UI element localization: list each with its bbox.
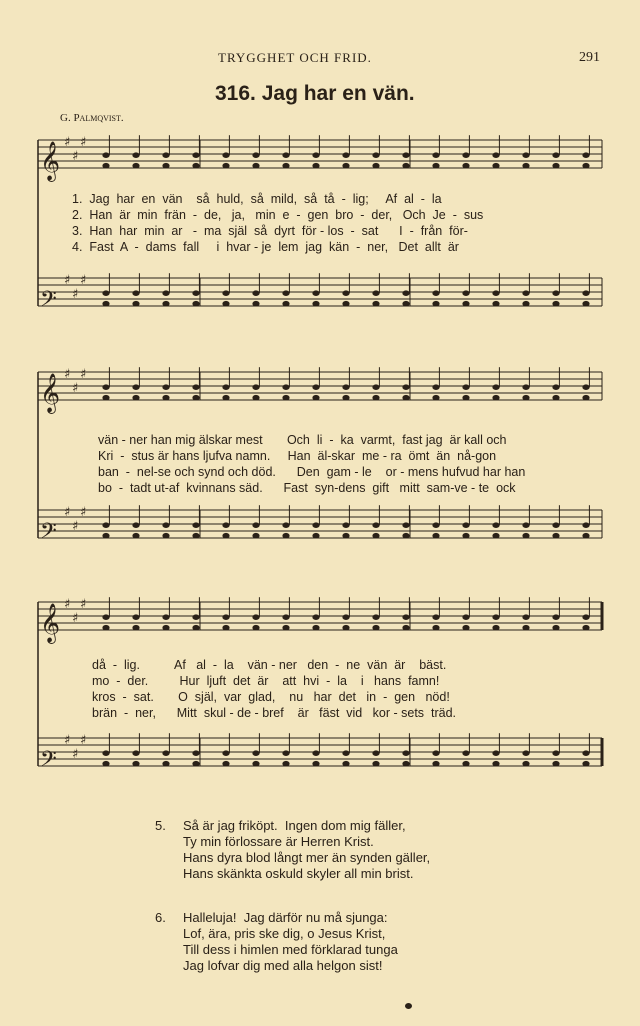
note-head bbox=[342, 522, 349, 528]
treble-clef-icon: 𝄞 bbox=[40, 141, 61, 181]
note-head bbox=[102, 533, 109, 539]
note-head bbox=[432, 533, 439, 539]
sharp-icon: ♯ bbox=[80, 597, 87, 612]
stanza-number: 5. bbox=[155, 818, 166, 833]
note-head bbox=[342, 533, 349, 539]
note-head bbox=[132, 761, 139, 767]
note-head bbox=[132, 625, 139, 631]
lyric-line: då - lig. Af al - la vän - ner den - ne vän är bäst. bbox=[92, 658, 447, 672]
music-system-2 bbox=[30, 360, 610, 560]
treble-clef-icon: 𝄞 bbox=[40, 603, 61, 643]
note-head bbox=[522, 761, 529, 767]
note-head bbox=[192, 761, 199, 767]
stanza-line: Jag lofvar dig med alla helgon sist! bbox=[183, 958, 383, 973]
note-head bbox=[462, 761, 469, 767]
note-head bbox=[522, 614, 529, 620]
note-head bbox=[552, 152, 559, 158]
note-head bbox=[312, 522, 319, 528]
note-head bbox=[282, 301, 289, 307]
note-head bbox=[402, 522, 409, 528]
note-head bbox=[252, 625, 259, 631]
note-head bbox=[132, 384, 139, 390]
note-head bbox=[282, 533, 289, 539]
note-head bbox=[432, 761, 439, 767]
lyric-line: 2. Han är min frän - de, ja, min e - gen bro - der, Och Je - sus bbox=[72, 208, 484, 222]
note-head bbox=[402, 761, 409, 767]
note-head bbox=[222, 522, 229, 528]
lyric-line: ban - nel-se och synd och död. Den gam - le or - mens hufvud har han bbox=[98, 465, 526, 479]
note-head bbox=[432, 152, 439, 158]
stanza-line: Ty min förlossare är Herren Krist. bbox=[183, 834, 374, 849]
note-head bbox=[282, 750, 289, 756]
note-head bbox=[252, 301, 259, 307]
sharp-icon: ♯ bbox=[72, 611, 79, 626]
bass-clef-icon: 𝄢 bbox=[40, 747, 57, 777]
stanza-line: Så är jag friköpt. Ingen dom mig fäller, bbox=[183, 818, 406, 833]
note-head bbox=[312, 290, 319, 296]
note-head bbox=[402, 614, 409, 620]
note-head bbox=[552, 384, 559, 390]
lyric-line: mo - der. Hur ljuft det är att hvi - la i hans famn! bbox=[92, 674, 440, 688]
lyric-line: 3. Han har min ar - ma själ så dyrt för - los - sat I - från för- bbox=[72, 224, 468, 238]
note-head bbox=[552, 395, 559, 401]
page-ornament-dot bbox=[405, 1003, 412, 1009]
note-head bbox=[222, 152, 229, 158]
note-head bbox=[372, 290, 379, 296]
note-head bbox=[102, 163, 109, 169]
note-head bbox=[192, 395, 199, 401]
note-head bbox=[372, 614, 379, 620]
note-head bbox=[582, 163, 589, 169]
note-head bbox=[102, 614, 109, 620]
bass-clef-icon: 𝄢 bbox=[40, 287, 57, 317]
note-head bbox=[312, 750, 319, 756]
note-head bbox=[192, 750, 199, 756]
note-head bbox=[312, 395, 319, 401]
note-head bbox=[372, 163, 379, 169]
note-head bbox=[162, 301, 169, 307]
note-head bbox=[132, 290, 139, 296]
stanza-number: 6. bbox=[155, 910, 166, 925]
note-head bbox=[162, 614, 169, 620]
note-head bbox=[162, 290, 169, 296]
sharp-icon: ♯ bbox=[80, 367, 87, 382]
note-head bbox=[402, 625, 409, 631]
note-head bbox=[222, 301, 229, 307]
note-head bbox=[162, 625, 169, 631]
treble-clef-icon: 𝄞 bbox=[40, 373, 61, 413]
music-system-1 bbox=[30, 130, 610, 330]
sharp-icon: ♯ bbox=[64, 273, 71, 288]
note-head bbox=[492, 163, 499, 169]
hymn-title: 316. Jag har en vän. bbox=[215, 82, 415, 105]
note-head bbox=[342, 384, 349, 390]
note-head bbox=[342, 750, 349, 756]
sharp-icon: ♯ bbox=[80, 505, 87, 520]
note-head bbox=[132, 301, 139, 307]
note-head bbox=[132, 522, 139, 528]
note-head bbox=[192, 163, 199, 169]
note-head bbox=[522, 301, 529, 307]
note-head bbox=[432, 522, 439, 528]
note-head bbox=[582, 522, 589, 528]
sharp-icon: ♯ bbox=[72, 149, 79, 164]
note-head bbox=[372, 152, 379, 158]
sharp-icon: ♯ bbox=[64, 367, 71, 382]
note-head bbox=[462, 625, 469, 631]
lyric-line: bo - tadt ut-af kvinnans säd. Fast syn-dens gift mitt sam-ve - te ock bbox=[98, 481, 516, 495]
note-head bbox=[432, 301, 439, 307]
note-head bbox=[132, 163, 139, 169]
note-head bbox=[282, 761, 289, 767]
note-head bbox=[102, 625, 109, 631]
note-head bbox=[162, 533, 169, 539]
note-head bbox=[192, 533, 199, 539]
note-head bbox=[162, 395, 169, 401]
note-head bbox=[282, 290, 289, 296]
note-head bbox=[312, 301, 319, 307]
lyric-line: kros - sat. O själ, var glad, nu har det in - gen nöd! bbox=[92, 690, 450, 704]
note-head bbox=[342, 625, 349, 631]
note-head bbox=[462, 522, 469, 528]
page-number: 291 bbox=[579, 50, 600, 65]
note-head bbox=[222, 533, 229, 539]
note-head bbox=[372, 750, 379, 756]
note-head bbox=[522, 522, 529, 528]
note-head bbox=[432, 614, 439, 620]
note-head bbox=[132, 614, 139, 620]
lyric-line: vän - ner han mig älskar mest Och li - ka varmt, fast jag är kall och bbox=[98, 433, 507, 447]
note-head bbox=[432, 290, 439, 296]
note-head bbox=[102, 395, 109, 401]
sharp-icon: ♯ bbox=[80, 273, 87, 288]
note-head bbox=[432, 163, 439, 169]
note-head bbox=[282, 384, 289, 390]
section-title: TRYGGHET OCH FRID. bbox=[218, 50, 372, 65]
note-head bbox=[192, 522, 199, 528]
note-head bbox=[582, 301, 589, 307]
note-head bbox=[252, 163, 259, 169]
note-head bbox=[252, 533, 259, 539]
note-head bbox=[522, 290, 529, 296]
lyric-line: 1. Jag har en vän så huld, så mild, så tå - lig; Af al - la bbox=[72, 192, 442, 206]
lyric-line: brän - ner, Mitt skul - de - bref är fäst vid kor - sets träd. bbox=[92, 706, 457, 720]
note-head bbox=[252, 290, 259, 296]
note-head bbox=[492, 761, 499, 767]
note-head bbox=[402, 750, 409, 756]
note-head bbox=[162, 750, 169, 756]
page-header bbox=[0, 50, 640, 72]
sharp-icon: ♯ bbox=[80, 135, 87, 150]
note-head bbox=[492, 625, 499, 631]
note-head bbox=[582, 290, 589, 296]
sharp-icon: ♯ bbox=[80, 733, 87, 748]
note-head bbox=[552, 761, 559, 767]
note-head bbox=[252, 522, 259, 528]
note-head bbox=[162, 522, 169, 528]
note-head bbox=[312, 152, 319, 158]
note-head bbox=[192, 301, 199, 307]
note-head bbox=[432, 750, 439, 756]
stanza-line: Lof, ära, pris ske dig, o Jesus Krist, bbox=[183, 926, 386, 941]
note-head bbox=[552, 625, 559, 631]
note-head bbox=[522, 384, 529, 390]
lyric-line: Kri - stus är hans ljufva namn. Han äl-skar me - ra ömt än nå-gon bbox=[98, 449, 497, 463]
sharp-icon: ♯ bbox=[72, 519, 79, 534]
note-head bbox=[192, 152, 199, 158]
note-head bbox=[102, 522, 109, 528]
bass-clef-icon: 𝄢 bbox=[40, 519, 57, 549]
sharp-icon: ♯ bbox=[64, 597, 71, 612]
sharp-icon: ♯ bbox=[72, 381, 79, 396]
note-head bbox=[282, 614, 289, 620]
sharp-icon: ♯ bbox=[72, 287, 79, 302]
note-head bbox=[522, 152, 529, 158]
note-head bbox=[372, 395, 379, 401]
note-head bbox=[582, 152, 589, 158]
note-head bbox=[402, 163, 409, 169]
note-head bbox=[222, 163, 229, 169]
stanza-line: Till dess i himlen med förklarad tunga bbox=[183, 942, 398, 957]
note-head bbox=[252, 614, 259, 620]
stanza-line: Halleluja! Jag därför nu må sjunga: bbox=[183, 910, 388, 925]
note-head bbox=[222, 625, 229, 631]
note-head bbox=[162, 384, 169, 390]
note-head bbox=[282, 152, 289, 158]
sharp-icon: ♯ bbox=[72, 747, 79, 762]
note-head bbox=[492, 614, 499, 620]
note-head bbox=[402, 301, 409, 307]
note-head bbox=[312, 761, 319, 767]
note-head bbox=[222, 614, 229, 620]
note-head bbox=[462, 533, 469, 539]
note-head bbox=[552, 522, 559, 528]
note-head bbox=[402, 290, 409, 296]
note-head bbox=[102, 750, 109, 756]
note-head bbox=[282, 163, 289, 169]
note-head bbox=[582, 384, 589, 390]
note-head bbox=[282, 625, 289, 631]
note-head bbox=[312, 384, 319, 390]
note-head bbox=[402, 152, 409, 158]
note-head bbox=[222, 384, 229, 390]
lyric-line: 4. Fast A - dams fall i hvar - je lem jag kän - ner, Det allt är bbox=[72, 240, 459, 254]
note-head bbox=[432, 395, 439, 401]
sharp-icon: ♯ bbox=[64, 135, 71, 150]
sharp-icon: ♯ bbox=[64, 733, 71, 748]
note-head bbox=[522, 750, 529, 756]
note-head bbox=[552, 614, 559, 620]
note-head bbox=[582, 750, 589, 756]
note-head bbox=[342, 290, 349, 296]
note-head bbox=[492, 290, 499, 296]
note-head bbox=[582, 395, 589, 401]
stanza-line: Hans skänkta oskuld skyler all min brist. bbox=[183, 866, 414, 881]
note-head bbox=[102, 152, 109, 158]
note-head bbox=[252, 395, 259, 401]
note-head bbox=[252, 152, 259, 158]
note-head bbox=[462, 750, 469, 756]
note-head bbox=[372, 522, 379, 528]
note-head bbox=[282, 395, 289, 401]
note-head bbox=[522, 163, 529, 169]
note-head bbox=[162, 152, 169, 158]
note-head bbox=[492, 522, 499, 528]
note-head bbox=[192, 614, 199, 620]
note-head bbox=[492, 384, 499, 390]
note-head bbox=[222, 290, 229, 296]
note-head bbox=[372, 761, 379, 767]
note-head bbox=[252, 750, 259, 756]
note-head bbox=[462, 163, 469, 169]
note-head bbox=[552, 533, 559, 539]
note-head bbox=[102, 761, 109, 767]
note-head bbox=[342, 614, 349, 620]
note-head bbox=[492, 750, 499, 756]
note-head bbox=[492, 301, 499, 307]
note-head bbox=[372, 384, 379, 390]
music-system-3 bbox=[30, 590, 610, 790]
note-head bbox=[252, 761, 259, 767]
note-head bbox=[492, 395, 499, 401]
note-head bbox=[552, 301, 559, 307]
note-head bbox=[372, 301, 379, 307]
note-head bbox=[252, 384, 259, 390]
note-head bbox=[432, 625, 439, 631]
note-head bbox=[492, 533, 499, 539]
note-head bbox=[312, 533, 319, 539]
stanza-line: Hans dyra blod långt mer än synden gäller, bbox=[183, 850, 431, 865]
note-head bbox=[312, 614, 319, 620]
note-head bbox=[132, 533, 139, 539]
note-head bbox=[402, 395, 409, 401]
note-head bbox=[462, 290, 469, 296]
note-head bbox=[342, 761, 349, 767]
note-head bbox=[342, 301, 349, 307]
note-head bbox=[582, 761, 589, 767]
note-head bbox=[132, 395, 139, 401]
note-head bbox=[402, 384, 409, 390]
note-head bbox=[282, 522, 289, 528]
note-head bbox=[462, 614, 469, 620]
note-head bbox=[462, 395, 469, 401]
note-head bbox=[462, 301, 469, 307]
note-head bbox=[522, 625, 529, 631]
note-head bbox=[402, 533, 409, 539]
note-head bbox=[582, 614, 589, 620]
note-head bbox=[102, 290, 109, 296]
note-head bbox=[552, 290, 559, 296]
note-head bbox=[222, 750, 229, 756]
note-head bbox=[192, 290, 199, 296]
note-head bbox=[342, 152, 349, 158]
note-head bbox=[432, 384, 439, 390]
note-head bbox=[222, 761, 229, 767]
note-head bbox=[192, 384, 199, 390]
note-head bbox=[462, 152, 469, 158]
sharp-icon: ♯ bbox=[64, 505, 71, 520]
note-head bbox=[462, 384, 469, 390]
note-head bbox=[522, 533, 529, 539]
note-head bbox=[102, 384, 109, 390]
note-head bbox=[552, 163, 559, 169]
composer-credit: G. Palmqvist. bbox=[60, 112, 124, 124]
note-head bbox=[582, 625, 589, 631]
note-head bbox=[132, 152, 139, 158]
note-head bbox=[582, 533, 589, 539]
note-head bbox=[312, 163, 319, 169]
note-head bbox=[102, 301, 109, 307]
note-head bbox=[522, 395, 529, 401]
note-head bbox=[372, 625, 379, 631]
note-head bbox=[552, 750, 559, 756]
note-head bbox=[162, 163, 169, 169]
note-head bbox=[192, 625, 199, 631]
note-head bbox=[342, 395, 349, 401]
note-head bbox=[342, 163, 349, 169]
note-head bbox=[222, 395, 229, 401]
note-head bbox=[492, 152, 499, 158]
note-head bbox=[162, 761, 169, 767]
note-head bbox=[312, 625, 319, 631]
note-head bbox=[132, 750, 139, 756]
note-head bbox=[372, 533, 379, 539]
